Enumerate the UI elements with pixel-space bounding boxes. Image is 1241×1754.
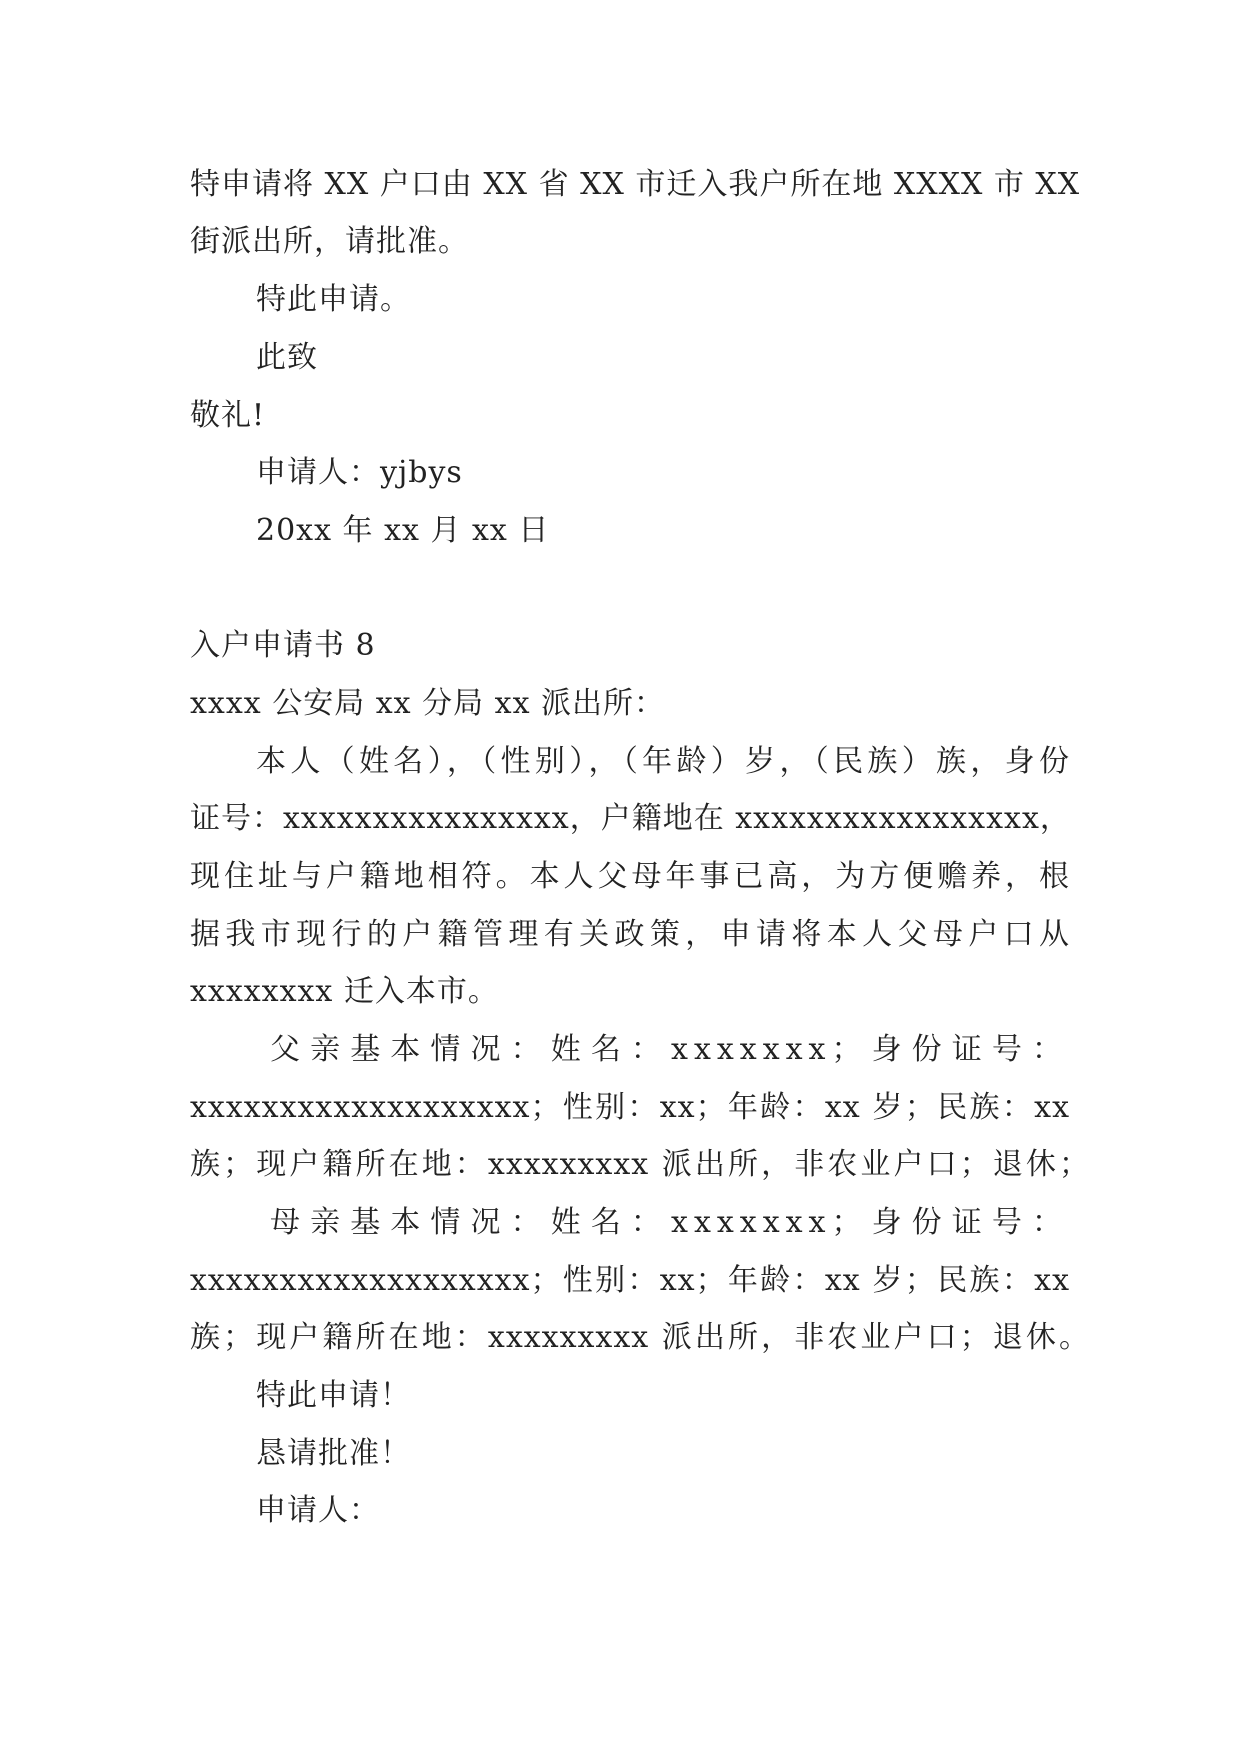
father-info-line: xxxxxxxxxxxxxxxxxxx；性别：xx；年龄：xx 岁；民族：xx bbox=[190, 1090, 1070, 1125]
father-info-line: 族；现户籍所在地：xxxxxxxxx 派出所，非农业户口；退休； bbox=[190, 1147, 1090, 1182]
closing-text: 特此申请！ bbox=[256, 1378, 411, 1413]
salutation-line: 此致 bbox=[256, 340, 318, 375]
addressee: xxxx 公安局 xx 分局 xx 派出所： bbox=[190, 686, 666, 721]
mother-info-line: 族；现户籍所在地：xxxxxxxxx 派出所，非农业户口；退休。 bbox=[190, 1320, 1090, 1355]
applicant-line: 申请人： bbox=[256, 1493, 380, 1528]
father-info-line: 父亲基本情况：姓名：xxxxxxx；身份证号： bbox=[270, 1032, 1068, 1067]
body-line: 特申请将 XX 户口由 XX 省 XX 市迁入我户所在地 XXXX 市 XX bbox=[190, 167, 1081, 202]
mother-info-line: xxxxxxxxxxxxxxxxxxx；性别：xx；年龄：xx 岁；民族：xx bbox=[190, 1263, 1070, 1298]
paragraph-line: 现住址与户籍地相符。本人父母年事已高，为方便赡养，根 bbox=[190, 859, 1070, 894]
paragraph-line: 证号：xxxxxxxxxxxxxxxx，户籍地在 xxxxxxxxxxxxxxxxx， bbox=[190, 801, 1071, 836]
mother-info-line: 母亲基本情况：姓名：xxxxxxx；身份证号： bbox=[270, 1205, 1068, 1240]
paragraph-line: 据我市现行的户籍管理有关政策，申请将本人父母户口从 bbox=[190, 917, 1070, 952]
salutation-line: 敬礼! bbox=[190, 398, 266, 433]
section-title: 入户申请书 8 bbox=[190, 628, 376, 663]
paragraph-line: 本人（姓名），（性别），（年龄）岁，（民族）族，身份 bbox=[256, 744, 1070, 779]
body-line: 街派出所，请批准。 bbox=[190, 224, 469, 259]
closing-text: 恳请批准！ bbox=[256, 1436, 411, 1471]
date-line: 20xx 年 xx 月 xx 日 bbox=[256, 513, 550, 548]
paragraph-line: xxxxxxxx 迁入本市。 bbox=[190, 974, 499, 1009]
applicant-line: 申请人：yjbys bbox=[256, 455, 463, 490]
closing-text: 特此申请。 bbox=[256, 282, 411, 317]
